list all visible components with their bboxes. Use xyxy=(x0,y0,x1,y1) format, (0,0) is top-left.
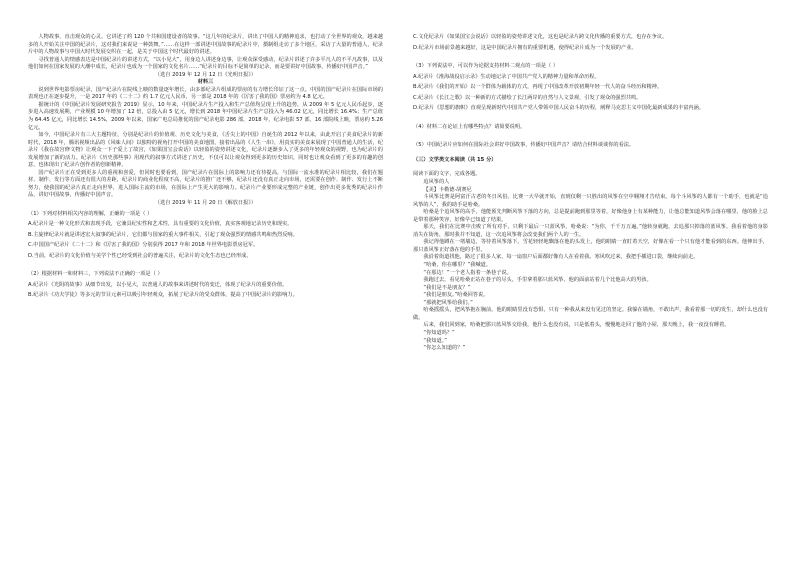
left-para-1: 人物故事，直击观众的心灵。它讲述了约 120 个共和国建设者的故事。“这几年的纪录片，讲出了中国人的精神追求，也打动了全世界的观众，越来越多的人开始关注中国的纪录片，这对我们来说是一种鼓舞。”……在这样一部讲述中国故事的纪录片中，摄制组走访了多个地区，采访了大量的普通人，纪录片中的人物故事与中国大时代发展交织在一起，是关于中国这个时代最好的讲述。 xyxy=(28,34,383,56)
question-2-option-d: D.纪录片市场前景越来越好，这是中国纪录片拥有的重要机遇，使得纪录片成为一个发展的产业。 xyxy=(413,44,637,51)
question-3-option-b: B.纪录片《我们的开始》以一个群体为载体的方式，再现了中国改革开放初期年轻一代人的奋斗经历和精神。 xyxy=(413,84,663,91)
source-note-2: （选自 2019 年 11 月 20 日《解放日报》） xyxy=(154,200,257,207)
question-1-option-c: C.中国国产纪录片《二十二》和《厉害了我的国》分别获得 2017 年和 2018 年世界电影票房冠军。 xyxy=(28,242,259,249)
story-dialogue-7: “我知道。” xyxy=(423,337,447,344)
story-dialogue-2: “在那边！”一个老人指着一条巷子说。 xyxy=(423,269,512,276)
question-4: （4）材料二在论证上有哪些特点？请简要说明。 xyxy=(413,123,526,130)
material-3-heading: 材料三 xyxy=(197,79,214,86)
left-para-4: 据统计的《中国纪录片发展研究报告 2019》显示，10 年来，中国纪录片生产投入和生产总值均呈现上升的趋势，从 2009 年 5 亿元人民币起步，逐步进入高速发展期，产业规模 10 年增加了 12 倍，总投入由 5 亿元，增长到 2018 年中国纪录片生产总投入为 46.02 亿元，同比增长 16.4%；生产总值为 64.45 亿元，同比增长 14.5%，2009 年以来，国家广电总局推优的国产纪录电影 286 部，2018 年，纪录电影 57 部，16 部院线上映，票房约 5.26 亿元。 xyxy=(28,101,383,131)
story-para-2: 哈桑是个追风筝的高手，他能预先判断风筝下落的方向，总是提前跑到那里等着，好像他身上有某种能力，让他总能知道风筝会落在哪里，他的脸上总是带着那种笑容，好像早已知道了结果。 xyxy=(413,209,768,223)
left-para-2: 寻找普通人的情感表达是中国纪录片的讲述方式，“以小见大”，用身边人讲述身边事，让观众深受感动，纪录片讲述了许多平凡人的不平凡故事，以及他们如何在国家发展的大潮中成长，纪录片也成为一个国家的文化名片……“纪录片的目标不是简单的记录，而是要讲好中国故事，传播好中国声音。” xyxy=(28,56,383,71)
source-note-1: （选自 2019 年 12 月 12 日《光明日报》） xyxy=(154,71,257,78)
left-para-6: 国产纪录片正在受到更多人的重视和喜爱，但同时也要看到，国产纪录片在国际上的影响力还有待提高，与国际一流水准的纪录片相比较，我们在题材、制作、发行等方面还有很大的差距，纪录片的商业化程度不高，纪录片的推广还不够，纪录片还没有真正走向市场，还需要在创作、制作、发行上不断努力，使我国的纪录片真正走向世界，进入国际主流的市场，在国际上产生更大的影响力。纪录片产业要形成完整的产业链，创作出更多优秀的纪录片作品，讲好中国故事，传播好中国声音。 xyxy=(28,169,383,199)
story-dialogue-5: “那就把风筝给我们。” xyxy=(423,299,473,306)
left-para-5: 如今，中国纪录片有三大主题特征，分别是纪录片的价值观、历史文化与美食，《舌尖上的中国》自诞生的 2012 年以来，由此开启了美食纪录片的新时代，2018 年，腾讯视频出品的《风味人间》以独特的视角打开中国的美食地图，接着出品的《人生一串》，用真实的美食来展现了中国普通人的生活，纪录片《我在故宫修文物》让观众一下子爱上了故宫，《如果国宝会说话》以轻盈的姿势讲述文化，纪录片逐渐步入了更多的年轻观众的视野，也为纪录片的发展增加了新的活力。纪录片《历史那些事》用现代的叙事方式讲述了历史，不仅可以让观众得到更多的历史知识，同时也让观众看到了更多的有趣的创意，也体现出了纪录片创作者的创新精神。 xyxy=(28,132,383,169)
question-1-option-b: B.主旋律纪录片就是讲述宏大叙事的纪录片，它们都与国家的重大事件相关，引起了观众强烈的情感共鸣和热烈反响。 xyxy=(28,231,298,238)
story-para-8: 后来，我们回到家，哈桑把那只蓝风筝交给我，他什么也没有说，只是低着头，慢慢地走回了他的小屋，那天晚上，我一夜没有睡着。 xyxy=(423,322,730,329)
right-column xyxy=(413,34,768,353)
story-author: 【美】卡勒德·胡赛尼 xyxy=(423,186,472,193)
left-column xyxy=(28,34,383,300)
story-dialogue-6: “你知道吗？” xyxy=(423,329,455,336)
story-dialogue-4: “我们是朋友。”哈桑回答说。 xyxy=(423,292,489,299)
story-para-3: 那天，我们在比赛中击败了所有对手，只剩下最后一只蓝风筝，哈桑说：“为你，千千万万遍。”他转身就跑，去追那只掉落的蓝风筝。我看着他的身影消失在街角，那时我并不知道，这一次追风筝将会改变我们两个人的一生。 xyxy=(413,224,768,238)
story-title: 追风筝的人 xyxy=(423,179,450,186)
question-2-option-c: C.文化纪录片《如果国宝会说话》以轻盈的姿势讲述文化，这也是纪录片跨文化传播的重要方式，也存在争议。 xyxy=(413,34,668,40)
story-para-7: 哈桑摇摇头，把风筝抱在胸前。他的眼睛里没有恐惧，只有一种我从来没有见过的坚定。我躲在墙角，不敢出声，我看着那一切的发生，却什么也没有做。 xyxy=(413,307,768,321)
story-para-4: 我记得他蹲在一堵墙边，等待着风筝落下。雪花轻轻地飘落在他的头发上，他的眼睛一直盯着天空，好像在看一个只有他才能看到的东西。他伸出手，那只蓝风筝正好落在他的手里。 xyxy=(413,239,768,253)
question-3: （3）下列说法中，可以作为论据支持材料二观点的一项是（ ） xyxy=(413,63,559,70)
question-1: （1）下列对材料相关内容的理解，正确的一项是（ ） xyxy=(28,210,153,217)
story-dialogue-3: “我们是不是朋友？” xyxy=(423,284,471,291)
story-dialogue-1: “哈桑，你在哪里？”我喊道。 xyxy=(423,262,492,269)
question-3-option-a: A.纪录片《淮海战役启示录》生动地记录了中国共产党人的精神力量和革命历程。 xyxy=(413,73,600,80)
story-para-6: 我跑过去，看见哈桑正站在巷子的尽头，手里拿着那只蓝风筝，他的面前站着几个比他高大的男孩。 xyxy=(423,277,652,284)
question-1-option-d: D.当前，纪录片的文化价值与美学个性已经受到社会的普遍关注，纪录片的文化生态也已经形成。 xyxy=(28,252,252,259)
story-dialogue-8: “你怎么知道的？” xyxy=(423,345,466,352)
story-para-1: 斗风筝比赛是阿富汗古老的冬日风俗。比赛一大早就开始，直到仅剩一只胜出的风筝在空中翱翔才告结束。每个斗风筝的人都有一个助手，也就是“追风筝的人”，我的助手是哈桑。 xyxy=(413,194,768,208)
question-2-option-b: B.纪录片《功夫学徒》等多元的节目元素可以吸引年轻观众，拓展了纪录片的受众群体，提高了中国纪录片的影响力。 xyxy=(28,292,298,299)
question-2-option-a: A.纪录片《光阴的故事》从细节出发，以小见大，以普通人的故事来讲述时代的变迁，体现了纪录片的重要价值。 xyxy=(28,281,288,288)
question-1-option-a: A.纪录片是一种文化形式和表现手段，它兼具纪实性和艺术性，具有重要的文化价值，真实客观地记录历史和现实。 xyxy=(28,221,293,228)
section-3-heading: （三）文学类文本阅读（共 15 分） xyxy=(413,156,497,163)
question-2: （2）根据材料一和材料三，下列说法不正确的一项是（ ） xyxy=(28,271,163,278)
question-3-option-c: C.纪录片《长江之歌》以一种新的方式描绘了长江两岸的自然与人文景观，引发了观众的强烈共鸣。 xyxy=(413,94,642,101)
reading-intro: 阅读下面的文字，完成各题。 xyxy=(413,171,481,178)
question-3-option-d: D.纪录片《思想的旗帜》直观呈现新时代中国共产党人带领中国人民奋斗的历程，阐释马克思主义中国化最新成果的丰富内涵。 xyxy=(413,105,704,112)
story-para-5: 我沿着街道找他，路过了很多人家，每一扇窗户后面都好像有人在看着我。寒风吹过来，我把手插进口袋，继续向前走。 xyxy=(423,254,699,261)
left-para-3: 说到世界电影票房纪录，国产纪录片在院线上映的数量逐年增长，由多部纪录片组成的票房的有力增长印证了这一点。中国的国产纪录片在国际市场的表现也正在逐步提升，一是 2017 年的《二十二》约 1.7 亿元人民币，另一部是 2018 年的《厉害了我的国》票房约为 4.8 亿元。 xyxy=(28,86,383,101)
question-5: （5）中国纪录片应如何在国际社会讲好中国故事，传播好中国声音？请结合材料谈谈你的看法。 xyxy=(413,142,635,149)
